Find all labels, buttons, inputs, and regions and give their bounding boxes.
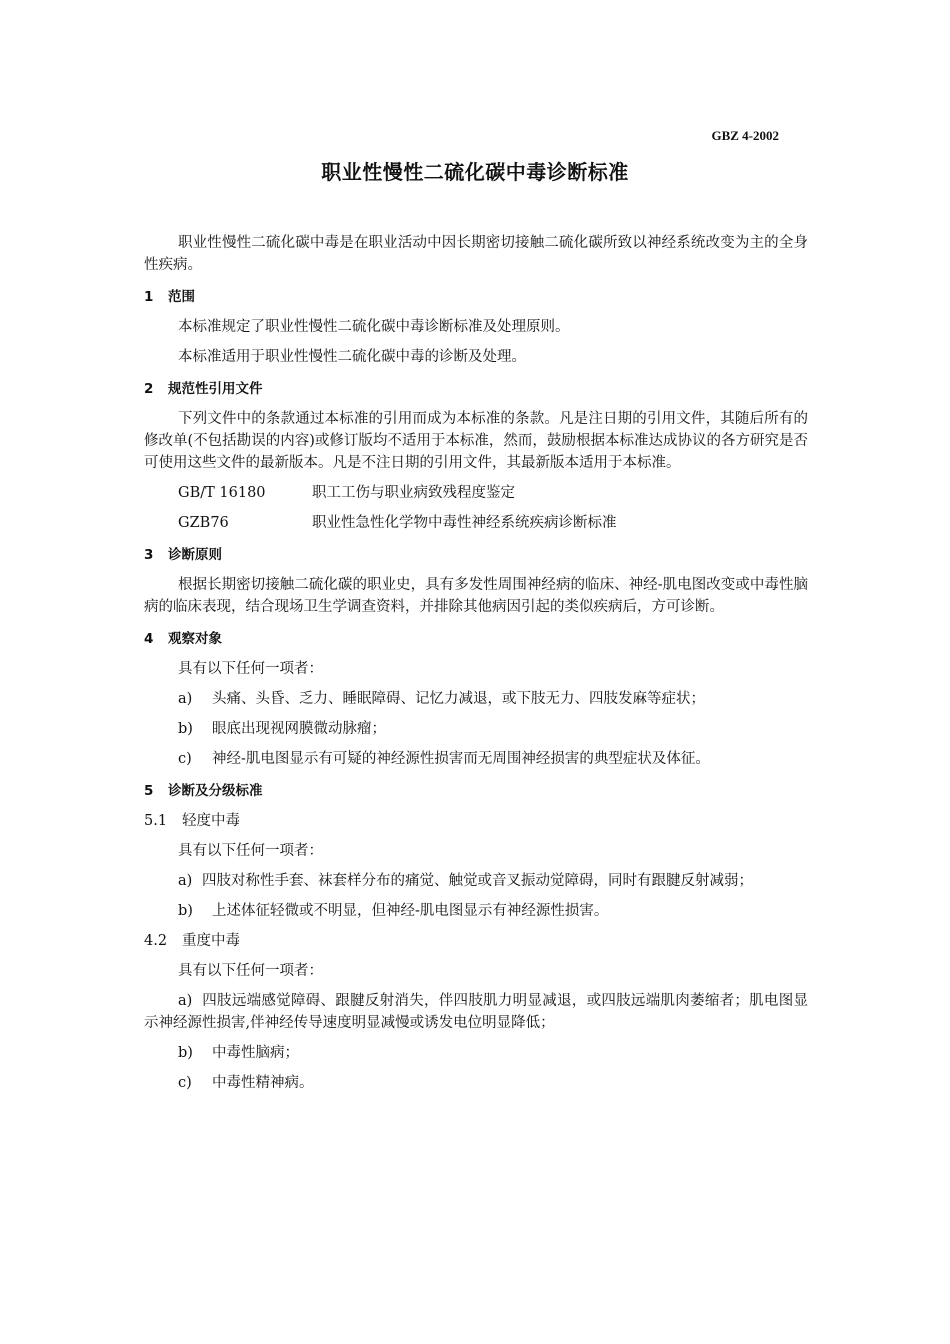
subsection-number: 5.1 xyxy=(144,813,168,829)
section-number: 2 xyxy=(144,381,154,397)
paragraph: 下列文件中的条款通过本标准的引用而成为本标准的条款。凡是注日期的引用文件，其随后所有的修改单(不包括勘误的内容)或修订版均不适用于本标准，然而，鼓励根据本标准达成协议的各方研究是否可使用这些文件的最新版本。凡是不注日期的引用文件，其最新版本适用于本标准。 xyxy=(144,411,808,471)
paragraph: 具有以下任何一项者： xyxy=(178,661,323,677)
list-item-label: a) xyxy=(178,873,193,889)
list-item xyxy=(144,990,808,1034)
list-item-text: 神经-肌电图显示有可疑的神经源性损害而无周围神经损害的典型症状及体征。 xyxy=(212,751,710,767)
reference-name: 职业性急性化学物中毒性神经系统疾病诊断标准 xyxy=(312,515,617,531)
section-number: 5 xyxy=(144,783,154,799)
subsection-title: 轻度中毒 xyxy=(182,813,240,829)
section-title: 范围 xyxy=(168,289,195,305)
paragraph: 根据长期密切接触二硫化碳的职业史，具有多发性周围神经病的临床、神经-肌电图改变或中毒性脑病的临床表现，结合现场卫生学调查资料，并排除其他病因引起的类似疾病后，方可诊断。 xyxy=(144,577,808,615)
list-item-label: b) xyxy=(178,721,193,737)
reference-item xyxy=(178,482,808,504)
list-item-text: 眼底出现视网膜微动脉瘤； xyxy=(212,721,386,737)
list-item-label: b) xyxy=(178,1045,193,1061)
section-number: 4 xyxy=(144,631,154,647)
paragraph: 具有以下任何一项者： xyxy=(178,843,323,859)
list-item-label: a) xyxy=(178,993,193,1009)
subsection-number: 4.2 xyxy=(144,933,168,949)
section-title: 观察对象 xyxy=(168,631,222,647)
list-item-text: 四肢对称性手套、袜套样分布的痛觉、触觉或音叉振动觉障碍，同时有跟腱反射减弱； xyxy=(202,873,753,889)
reference-name: 职工工伤与职业病致残程度鉴定 xyxy=(312,485,515,501)
list-item-label: c) xyxy=(178,1075,192,1091)
list-item xyxy=(178,1072,808,1094)
section-title: 诊断原则 xyxy=(168,547,222,563)
list-item xyxy=(144,870,808,892)
section-heading-observation-subjects xyxy=(144,628,808,650)
section-heading-diagnostic-principle xyxy=(144,544,808,566)
subsection-heading-mild xyxy=(144,810,808,832)
list-item xyxy=(178,900,808,922)
reference-item xyxy=(178,512,808,534)
list-item-label: a) xyxy=(178,691,193,707)
list-item xyxy=(178,718,808,740)
document-body xyxy=(144,232,808,1094)
list-item-label: b) xyxy=(178,903,193,919)
section-number: 1 xyxy=(144,289,154,305)
paragraph: 本标准适用于职业性慢性二硫化碳中毒的诊断及处理。 xyxy=(178,349,526,365)
section-heading-diagnosis-grading xyxy=(144,780,808,802)
subsection-title: 重度中毒 xyxy=(182,933,240,949)
list-item-text: 中毒性脑病； xyxy=(212,1045,299,1061)
intro-paragraph: 职业性慢性二硫化碳中毒是在职业活动中因长期密切接触二硫化碳所致以神经系统改变为主的全身性疾病。 xyxy=(144,235,808,273)
subsection-heading-severe xyxy=(144,930,808,952)
list-item xyxy=(178,748,808,770)
reference-code: GZB76 xyxy=(178,515,229,531)
section-number: 3 xyxy=(144,547,154,563)
section-heading-normative-references xyxy=(144,378,808,400)
document-title: 职业性慢性二硫化碳中毒诊断标准 xyxy=(321,160,629,184)
list-item-text: 中毒性精神病。 xyxy=(212,1075,314,1091)
list-item-label: c) xyxy=(178,751,192,767)
section-heading-scope xyxy=(144,286,808,308)
paragraph: 本标准规定了职业性慢性二硫化碳中毒诊断标准及处理原则。 xyxy=(178,319,570,335)
section-title: 规范性引用文件 xyxy=(168,381,263,397)
standard-code: GBZ 4-2002 xyxy=(711,128,779,143)
paragraph: 具有以下任何一项者： xyxy=(178,963,323,979)
reference-code: GB/T 16180 xyxy=(178,485,266,501)
list-item-text: 上述体征轻微或不明显，但神经-肌电图显示有神经源性损害。 xyxy=(212,903,609,919)
list-item-text: 头痛、头昏、乏力、睡眠障碍、记忆力减退，或下肢无力、四肢发麻等症状； xyxy=(212,691,705,707)
list-item-text: 四肢远端感觉障碍、跟腱反射消失，伴四肢肌力明显减退，或四肢远端肌肉萎缩者；肌电图显示神经源性损害,伴神经传导速度明显减慢或诱发电位明显降低； xyxy=(144,993,808,1031)
section-title: 诊断及分级标准 xyxy=(168,783,263,799)
list-item xyxy=(178,1042,808,1064)
list-item xyxy=(178,688,808,710)
